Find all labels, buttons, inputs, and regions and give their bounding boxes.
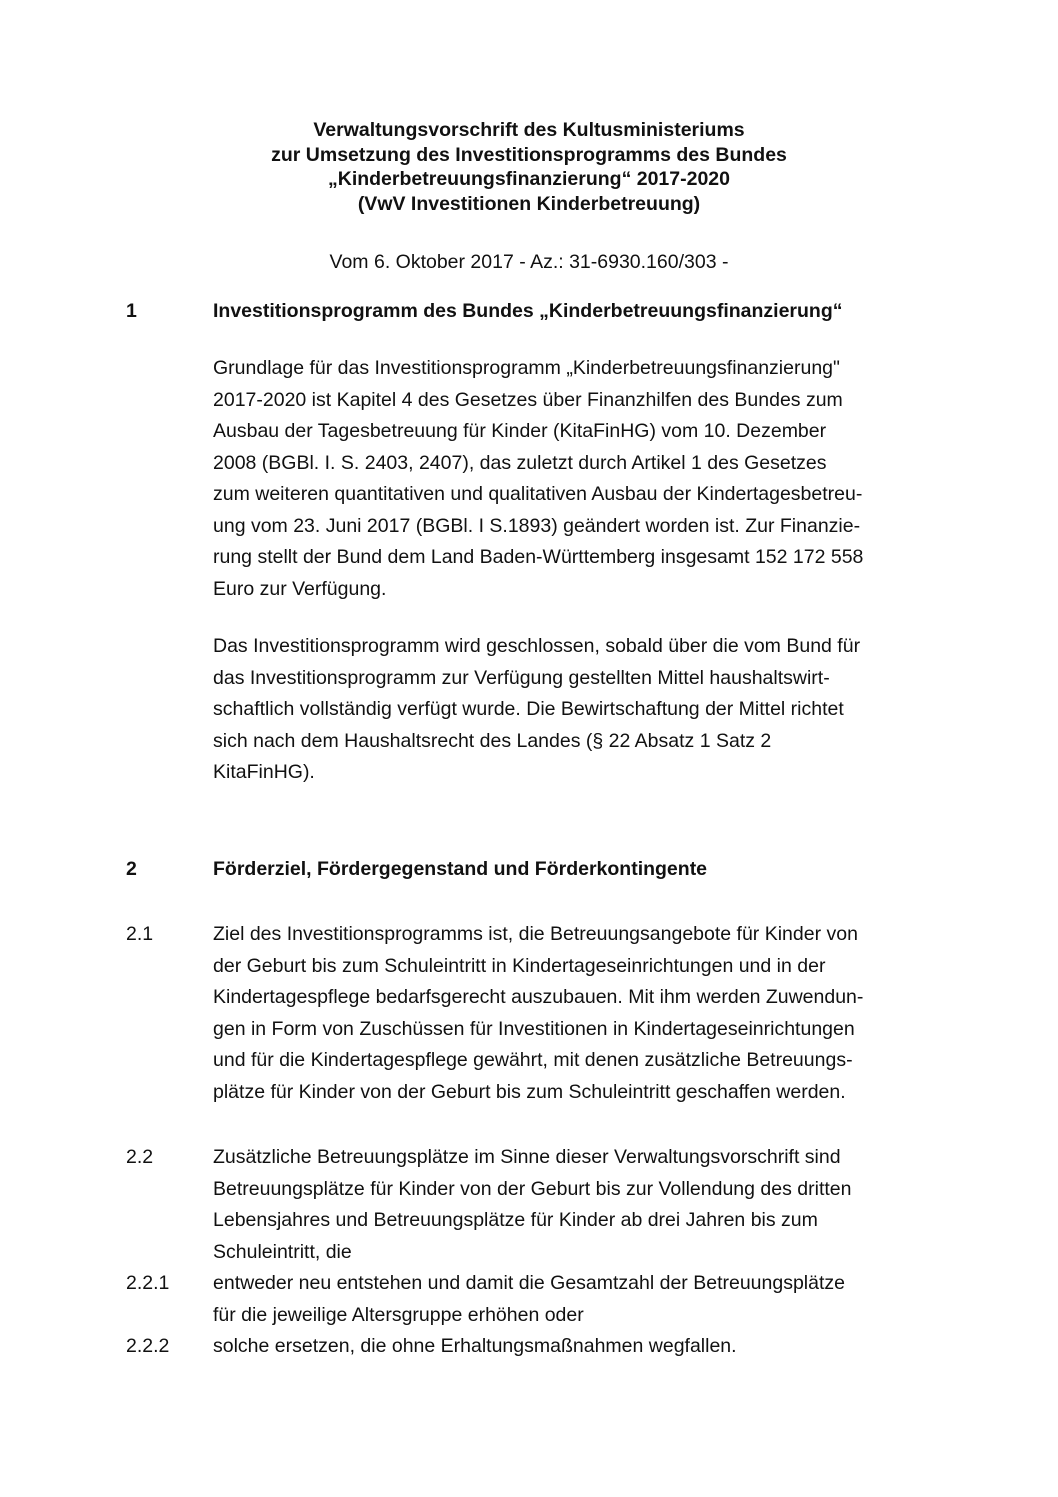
text-line: Ausbau der Tagesbetreuung für Kinder (KitaFinHG) vom 10. Dezember xyxy=(213,420,827,442)
title-line: Verwaltungsvorschrift des Kultusministeriums xyxy=(313,119,745,141)
subsection-2-1-text xyxy=(213,919,928,1108)
subsection-2-2-number: 2.2 xyxy=(126,1146,154,1168)
subsection-2-2-2-number: 2.2.2 xyxy=(126,1335,170,1357)
subsection-2-2-1-text xyxy=(213,1268,928,1331)
text-line: für die jeweilige Altersgruppe erhöhen oder xyxy=(213,1303,584,1326)
subsection-2-2-2-text xyxy=(213,1331,928,1363)
text-line: der Geburt bis zum Schuleintritt in Kindertageseinrichtungen und in der xyxy=(213,954,826,977)
title-line: zur Umsetzung des Investitionsprogramms des Bundes xyxy=(271,143,787,166)
section-2-heading: Förderziel, Fördergegenstand und Förderkontingente xyxy=(213,858,708,880)
text-line: zum weiteren quantitativen und qualitativen Ausbau der Kindertagesbetreu- xyxy=(213,483,863,505)
text-line: Zusätzliche Betreuungsplätze im Sinne dieser Verwaltungsvorschrift sind xyxy=(213,1146,841,1168)
text-line: rung stellt der Bund dem Land Baden-Württemberg insgesamt 152 172 558 xyxy=(213,546,864,568)
text-line: Ziel des Investitionsprogramms ist, die Betreuungsangebote für Kinder von xyxy=(213,923,858,945)
text-line: Betreuungsplätze für Kinder von der Geburt bis zur Vollendung des dritten xyxy=(213,1177,852,1200)
text-line: sich nach dem Haushaltsrecht des Landes (§ 22 Absatz 1 Satz 2 xyxy=(213,729,772,752)
text-line: das Investitionsprogramm zur Verfügung gestellten Mittel haushaltswirt- xyxy=(213,666,830,689)
section-1-number: 1 xyxy=(126,300,137,322)
section-1-paragraph-1 xyxy=(213,353,928,605)
text-line: ung vom 23. Juni 2017 (BGBl. I S.1893) geändert worden ist. Zur Finanzie- xyxy=(213,514,861,537)
title-line: (VwV Investitionen Kinderbetreuung) xyxy=(357,192,701,215)
text-line: und für die Kindertagespflege gewährt, mit denen zusätzliche Betreuungs- xyxy=(213,1049,853,1071)
text-line: 2017-2020 ist Kapitel 4 des Gesetzes über Finanzhilfen des Bundes zum xyxy=(213,388,843,411)
date-reference: Vom 6. Oktober 2017 - Az.: 31-6930.160/303 - xyxy=(329,251,729,273)
section-1-paragraph-2 xyxy=(213,631,928,789)
text-line: Kindertagespflege bedarfsgerecht auszubauen. Mit ihm werden Zuwendun- xyxy=(213,986,864,1008)
text-line: entweder neu entstehen und damit die Gesamtzahl der Betreuungsplätze xyxy=(213,1272,845,1294)
subsection-2-2-1-number: 2.2.1 xyxy=(126,1272,170,1294)
text-line: Schuleintritt, die xyxy=(213,1240,352,1263)
text-line: Das Investitionsprogramm wird geschlossen, sobald über die vom Bund für xyxy=(213,635,861,657)
section-1-heading: Investitionsprogramm des Bundes „Kinderbetreuungsfinanzierung“ xyxy=(213,300,843,322)
text-line: KitaFinHG). xyxy=(213,761,315,783)
text-line: 2008 (BGBl. I. S. 2403, 2407), das zuletzt durch Artikel 1 des Gesetzes xyxy=(213,451,827,474)
text-line: Grundlage für das Investitionsprogramm „Kinderbetreuungsfinanzierung" xyxy=(213,357,840,379)
text-line: Lebensjahres und Betreuungsplätze für Kinder ab drei Jahren bis zum xyxy=(213,1209,818,1231)
subsection-2-2-text xyxy=(213,1142,928,1268)
text-line: Euro zur Verfügung. xyxy=(213,577,387,600)
text-line: solche ersetzen, die ohne Erhaltungsmaßnahmen wegfallen. xyxy=(213,1335,737,1357)
subsection-2-1-number: 2.1 xyxy=(126,923,154,945)
title-line: „Kinderbetreuungsfinanzierung“ 2017-2020 xyxy=(327,168,731,190)
document-title xyxy=(0,118,1058,216)
section-2-number: 2 xyxy=(126,858,137,880)
text-line: gen in Form von Zuschüssen für Investitionen in Kindertageseinrichtungen xyxy=(213,1017,855,1040)
text-line: schaftlich vollständig verfügt wurde. Die Bewirtschaftung der Mittel richtet xyxy=(213,698,844,720)
text-line: plätze für Kinder von der Geburt bis zum Schuleintritt geschaffen werden. xyxy=(213,1080,846,1103)
